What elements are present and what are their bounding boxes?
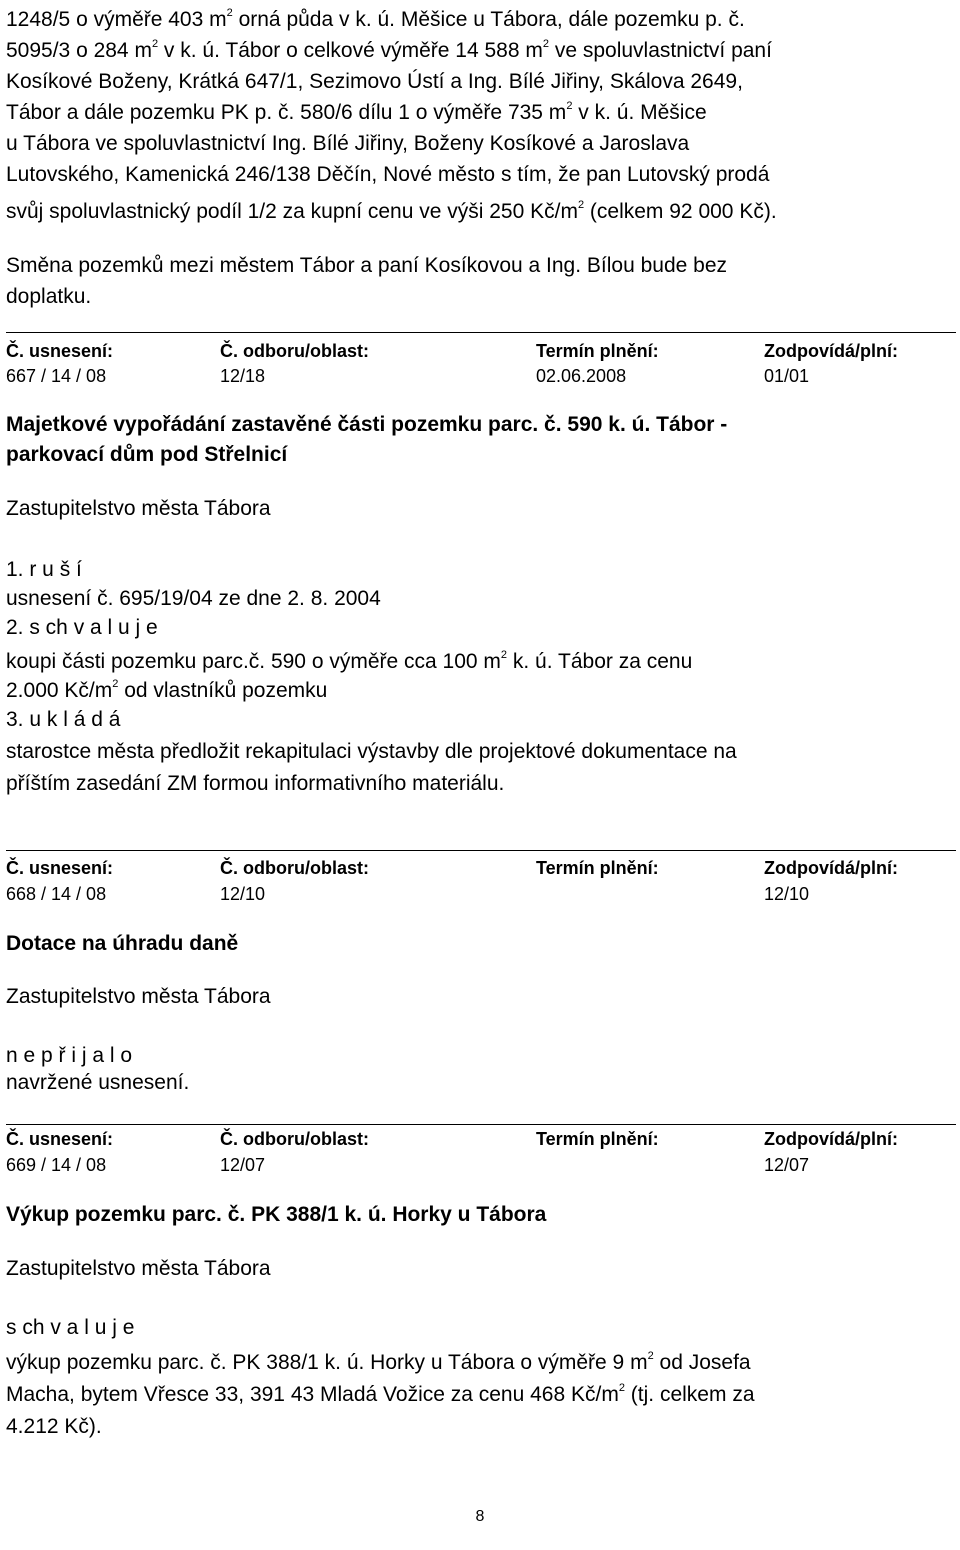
header-department: Č. odboru/oblast:: [220, 341, 369, 361]
clause-text: usnesení č. 695/19/04 ze dne 2. 8. 2004: [6, 587, 381, 610]
section-title-line: parkovací dům pod Střelnicí: [6, 443, 288, 466]
clause-text: příštím zasedání ZM formou informativního materiálu.: [6, 772, 505, 795]
responsible: 01/01: [764, 366, 810, 386]
intro-paragraph: [6, 4, 956, 227]
intro-line: Kosíkové Boženy, Krátká 647/1, Sezimovo Ústí a Ing. Bílé Jiřiny, Skálova 2649,: [6, 70, 743, 93]
text-span: 1248/5 o výměře 403 m: [6, 8, 227, 31]
header-responsible: Zodpovídá/plní:: [764, 1129, 898, 1149]
intro-line: [6, 35, 956, 66]
resolution-header-row: [6, 1128, 956, 1150]
text-span: 5095/3 o 284 m: [6, 39, 152, 62]
department: 12/10: [220, 884, 266, 904]
resolution-number: 667 / 14 / 08: [6, 366, 107, 386]
superscript: 2: [112, 678, 119, 690]
clause-heading: 3. u k l á d á: [6, 708, 121, 731]
superscript: 2: [647, 1350, 654, 1362]
resolution-header-row: [6, 857, 956, 879]
exchange-line: Směna pozemků mezi městem Tábor a paní Kosíkovou a Ing. Bílou bude bez: [6, 254, 728, 277]
text-span: orná půda v k. ú. Měšice u Tábora, dále pozemku p. č.: [232, 8, 745, 31]
intro-line: [6, 196, 956, 227]
clause-heading: s ch v a l u j e: [6, 1316, 135, 1339]
clause-text: [6, 676, 956, 705]
intro-line: [6, 4, 956, 35]
text-span: (celkem 92 000 Kč).: [584, 200, 777, 223]
header-department: Č. odboru/oblast:: [220, 858, 369, 878]
section-title: [6, 410, 956, 470]
council-label: Zastupitelstvo města Tábora: [6, 497, 271, 520]
council-label: Zastupitelstvo města Tábora: [6, 1257, 271, 1280]
resolution-header-row: [6, 340, 956, 362]
divider: [6, 332, 956, 333]
header-deadline: Termín plnění:: [536, 1129, 659, 1149]
text-span: Tábor a dále pozemku PK p. č. 580/6 dílu 1 o výměře 735 m: [6, 101, 567, 124]
superscript: 2: [226, 7, 233, 19]
clause-text: 4.212 Kč).: [6, 1415, 102, 1438]
resolution-values-row: [6, 1154, 956, 1176]
header-resolution-number: Č. usnesení:: [6, 858, 114, 878]
text-span: výkup pozemku parc. č. PK 388/1 k. ú. Horky u Tábora o výměře 9 m: [6, 1351, 648, 1374]
header-responsible: Zodpovídá/plní:: [764, 858, 898, 878]
text-span: koupi části pozemku parc.č. 590 o výměře cca 100 m: [6, 650, 501, 673]
clause-heading: 1. r u š í: [6, 558, 82, 581]
department: 12/07: [220, 1155, 266, 1175]
text-span: k. ú. Tábor za cenu: [507, 650, 693, 673]
text-span: od vlastníků pozemku: [118, 679, 328, 702]
deadline: 02.06.2008: [536, 366, 627, 386]
text-span: od Josefa: [653, 1351, 751, 1374]
superscript: 2: [577, 199, 585, 211]
header-deadline: Termín plnění:: [536, 858, 659, 878]
clause-text: [6, 647, 956, 676]
header-resolution-number: Č. usnesení:: [6, 341, 114, 361]
divider: [6, 1124, 956, 1125]
department: 12/18: [220, 366, 266, 386]
intro-line: u Tábora ve spoluvlastnictví Ing. Bílé Jiřiny, Boženy Kosíkové a Jaroslava: [6, 132, 690, 155]
clause-heading: n e p ř i j a l o: [6, 1044, 133, 1067]
header-responsible: Zodpovídá/plní:: [764, 341, 898, 361]
section-title-line: Majetkové vypořádání zastavěné části pozemku parc. č. 590 k. ú. Tábor -: [6, 413, 728, 436]
text-span: Macha, bytem Vřesce 33, 391 43 Mladá Vožice za cenu 468 Kč/m: [6, 1383, 619, 1406]
text-span: 2.000 Kč/m: [6, 679, 113, 702]
clause-text-block: [6, 1347, 956, 1443]
superscript: 2: [566, 100, 573, 112]
superscript: 2: [618, 1382, 625, 1394]
text-span: (tj. celkem za: [624, 1383, 755, 1406]
divider: [6, 850, 956, 851]
clause-text: [6, 1347, 956, 1379]
header-resolution-number: Č. usnesení:: [6, 1129, 114, 1149]
intro-line: Lutovského, Kamenická 246/138 Děčín, Nové město s tím, že pan Lutovský prodá: [6, 163, 770, 186]
council-label: Zastupitelstvo města Tábora: [6, 985, 271, 1008]
text-span: v k. ú. Měšice: [572, 101, 707, 124]
page-number: 8: [475, 1508, 485, 1525]
clause-text: navržené usnesení.: [6, 1071, 190, 1094]
exchange-line: doplatku.: [6, 285, 92, 308]
header-department: Č. odboru/oblast:: [220, 1129, 369, 1149]
exchange-paragraph: [6, 250, 956, 312]
clause-text: [6, 1379, 956, 1411]
text-span: svůj spoluvlastnický podíl 1/2 za kupní cenu ve výši 250 Kč/m: [6, 200, 578, 223]
clause-heading: 2. s ch v a l u j e: [6, 616, 158, 639]
text-span: ve spoluvlastnictví paní: [549, 39, 772, 62]
clause-text: starostce města předložit rekapitulaci výstavby dle projektové dokumentace na: [6, 740, 737, 763]
section-title: Dotace na úhradu daně: [6, 932, 239, 955]
responsible: 12/07: [764, 1155, 810, 1175]
section-title: Výkup pozemku parc. č. PK 388/1 k. ú. Horky u Tábora: [6, 1203, 547, 1226]
intro-line: [6, 97, 956, 128]
resolution-values-row: [6, 365, 956, 387]
resolution-number: 669 / 14 / 08: [6, 1155, 107, 1175]
resolution-values-row: [6, 883, 956, 905]
superscript: 2: [151, 38, 159, 50]
text-span: v k. ú. Tábor o celkové výměře 14 588 m: [158, 39, 543, 62]
header-deadline: Termín plnění:: [536, 341, 659, 361]
resolution-number: 668 / 14 / 08: [6, 884, 107, 904]
resolution-body: [6, 555, 956, 798]
responsible: 12/10: [764, 884, 810, 904]
superscript: 2: [500, 649, 508, 661]
superscript: 2: [542, 38, 549, 50]
